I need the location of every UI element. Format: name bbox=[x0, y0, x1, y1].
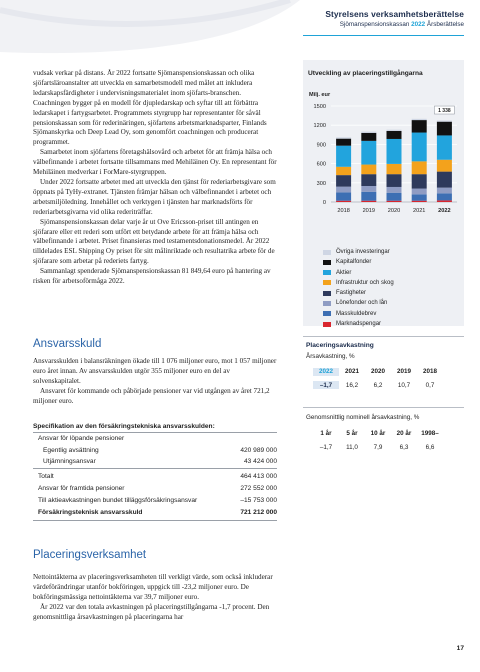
legend-swatch bbox=[323, 270, 331, 275]
bar-segment bbox=[336, 175, 351, 187]
return-value: –1,7 bbox=[319, 382, 333, 389]
y-tick-label: 900 bbox=[316, 142, 326, 149]
legend-item bbox=[320, 268, 394, 278]
header-doc: Årsberättelse bbox=[426, 21, 464, 28]
body-text-placering bbox=[33, 573, 277, 623]
paragraph: Nettointäkterna av placeringsverksamheten till verkligt värde, som också inkluderar värdeförändringar utanför bokföringen, uppgick till -23,2 miljoner euro. De bokföringsmässiga nettointäkterna var 39,7 miljoner euro. bbox=[33, 573, 273, 601]
stacked-bar-chart bbox=[303, 80, 464, 245]
year-header: 2020 bbox=[370, 368, 385, 375]
bar-segment bbox=[437, 122, 452, 136]
side-subheading-nominal-return: Genomsnittlig nominell årsavkastning, % bbox=[306, 414, 420, 421]
legend-swatch bbox=[323, 301, 331, 306]
average-return-table bbox=[306, 430, 466, 460]
paragraph: vudsak verkar på distans. År 2022 fortsatte Sjömanspensionskassan och olika sjöfartsläroanstalter att utveckla en samarbetsmodell med målet att inkludera ledarskapsfärdigheter i undervisningsmaterialet inom sjöfarts-branschen. Coachningen bygger på en modell för djupledarskap och syftar till att förbättra ledarskapet i fartygsarbetet. Programmets styrgrupp har representanter för såväl pensionskassan som för rederinäringen, sjöfartens arbetsmarknadsparter, Finlands Sjömanskyrka och Deep Lead Oy, som genomfört coachningen och producerat programmet. bbox=[33, 69, 267, 147]
bar-segment bbox=[437, 200, 452, 202]
return-value: 6,2 bbox=[373, 382, 383, 389]
table-rule bbox=[33, 468, 277, 469]
bar-segment bbox=[412, 133, 427, 162]
legend-label: Masskuldebrev bbox=[336, 310, 377, 317]
y-tick-label: 600 bbox=[316, 161, 326, 168]
bar-segment bbox=[336, 146, 351, 167]
section-heading-ansvarsskuld: Ansvarsskuld bbox=[33, 338, 102, 350]
bar-segment bbox=[412, 161, 427, 174]
legend-label: Kapitalfonder bbox=[336, 259, 372, 266]
bar-segment bbox=[361, 174, 376, 186]
x-tick-label: 2022 bbox=[438, 208, 451, 214]
legend-item bbox=[320, 247, 394, 257]
x-tick-label: 2021 bbox=[412, 208, 426, 214]
bar-segment bbox=[361, 165, 376, 175]
period-value: 6,3 bbox=[399, 444, 409, 451]
section-heading-placeringsverksamhet: Placeringsverksamhet bbox=[33, 549, 147, 561]
paragraph: År 2022 var den totala avkastningen på placeringstillgångarna -1,7 procent. Den genomsnittliga årsavkastningen på placeringarna har bbox=[33, 602, 270, 621]
return-value: 0,7 bbox=[425, 382, 435, 389]
bar-segment bbox=[387, 201, 402, 202]
bar-segment bbox=[387, 139, 402, 164]
bar-segment bbox=[437, 135, 452, 159]
legend-label: Infrastruktur och skog bbox=[336, 279, 394, 286]
header-org: Sjömanspensionskassan bbox=[339, 21, 410, 28]
bar-segment bbox=[361, 132, 376, 133]
period-header: 20 år bbox=[396, 430, 412, 437]
legend-label: Fastigheter bbox=[336, 290, 367, 297]
bar-segment bbox=[412, 189, 427, 195]
side-subheading-arsavkastning: Årsavkastning, % bbox=[306, 353, 355, 360]
period-value: 11,0 bbox=[346, 444, 358, 451]
bar-segment bbox=[412, 174, 427, 188]
y-tick-label: 300 bbox=[316, 180, 326, 187]
bar-segment bbox=[387, 164, 402, 174]
side-heading-placeringsavkastning: Placeringsavkastning bbox=[306, 342, 374, 349]
annual-return-table bbox=[306, 368, 466, 398]
bar-segment bbox=[412, 201, 427, 202]
legend-label: Övriga investeringar bbox=[336, 249, 390, 255]
bar-segment bbox=[361, 133, 376, 141]
liability-table-title: Specifikation av den försäkringstekniska ansvarsskulden: bbox=[33, 423, 215, 430]
paragraph: Ansvaret för kommande och påbörjade pensioner var vid utgången av året 721,2 miljoner euro. bbox=[33, 386, 270, 405]
period-header: 10 år bbox=[370, 430, 386, 437]
legend-item bbox=[320, 288, 394, 298]
bar-segment bbox=[336, 187, 351, 193]
paragraph: Samarbetet inom sjöfartens företagshälsovård och arbetet för att främja hälsa och välbefinnande i arbetet fortsatte tillsammans med Mehiläinen Oy. En representant för Mehiläinen medverkar i ForMare-styrgruppen. bbox=[33, 148, 277, 177]
bar-segment bbox=[361, 201, 376, 202]
period-header: 1 år bbox=[320, 430, 332, 437]
y-axis-unit-label: Milj. eur bbox=[309, 92, 331, 98]
page-number: 17 bbox=[456, 645, 464, 652]
header-rule bbox=[303, 35, 464, 36]
period-value: 6,6 bbox=[425, 444, 435, 451]
paragraph: Sjömanspensionskassan delar varje år ut Ove Ericsson-priset till antingen en sjöfarare eller ett rederi som utfört ett betydande arbete för att främja hälsa och välbefinnande i arbetet. Priset finansieras med testamentsdonationsmedel. År 2022 tilldelades ESL Shipping Oy priset för sitt målinriktade och resultatrika arbete för de sjöfarare som arbetar på rederiets fartyg. bbox=[33, 217, 275, 266]
bar-segment bbox=[336, 201, 351, 202]
period-value: 7,9 bbox=[373, 444, 383, 451]
liability-table bbox=[33, 432, 277, 526]
table-row: Utjämningsansvar 43 424 000 bbox=[43, 458, 277, 465]
table-row: Egentlig avsättning 420 989 000 bbox=[43, 447, 277, 454]
bar-segment bbox=[387, 174, 402, 187]
bar-segment bbox=[387, 131, 402, 139]
side-rule bbox=[303, 336, 464, 337]
bar-segment bbox=[336, 192, 351, 200]
bar-segment bbox=[437, 160, 452, 172]
bar-segment bbox=[387, 187, 402, 193]
table-rule bbox=[33, 520, 277, 521]
y-tick-label: 0 bbox=[322, 200, 326, 206]
legend-label: Marknadspengar bbox=[336, 321, 382, 328]
return-value: 16,2 bbox=[345, 382, 359, 389]
y-tick-label: 1200 bbox=[313, 123, 326, 130]
x-tick-label: 2020 bbox=[387, 208, 401, 214]
legend-swatch bbox=[323, 291, 331, 296]
bar-segment bbox=[387, 193, 402, 201]
paragraph: Ansvarsskulden i balansräkningen ökade till 1 076 miljoner euro, mot 1 057 miljoner euro året innan. Av ansvarsskulden utgör 355 miljoner euro en del av solvenskapitalet. bbox=[33, 357, 277, 385]
legend-swatch bbox=[323, 250, 331, 255]
total-value-label: 1 338 bbox=[438, 108, 451, 115]
year-header: 2018 bbox=[422, 368, 437, 375]
legend-item bbox=[320, 257, 394, 267]
bar-segment bbox=[361, 141, 376, 165]
bar-segment bbox=[336, 139, 351, 146]
legend-swatch bbox=[323, 311, 331, 316]
bar-segment bbox=[412, 194, 427, 200]
legend-swatch bbox=[323, 280, 331, 285]
period-header: 5 år bbox=[346, 430, 358, 437]
table-row-total: Försäkringsteknisk ansvarsskuld 721 212 000 bbox=[38, 509, 277, 516]
bar-segment bbox=[336, 137, 351, 138]
header-year: 2022 bbox=[411, 21, 426, 28]
bar-segment bbox=[437, 193, 452, 200]
legend-item bbox=[320, 278, 394, 288]
year-header: 2019 bbox=[396, 368, 411, 375]
legend-label: Aktier bbox=[336, 269, 352, 276]
chart-legend bbox=[320, 247, 394, 329]
y-tick-label: 1500 bbox=[313, 104, 326, 110]
legend-swatch bbox=[323, 260, 331, 265]
bar-segment bbox=[437, 188, 452, 194]
header-subtitle bbox=[325, 21, 464, 28]
period-header: 1998– bbox=[421, 430, 439, 437]
table-row: Ansvar för framtida pensioner 272 552 000 bbox=[38, 485, 277, 492]
table-row: Till aktieavkastningen bundet tilläggsförsäkringsansvar –15 753 000 bbox=[38, 497, 277, 504]
bar-segment bbox=[336, 167, 351, 175]
bar-segment bbox=[437, 172, 452, 188]
bar-segment bbox=[437, 121, 452, 122]
decorative-header-swoosh bbox=[0, 0, 300, 62]
bar-segment bbox=[361, 192, 376, 201]
bar-segment bbox=[412, 120, 427, 132]
header-title: Styrelsens verksamhetsberättelse bbox=[325, 9, 464, 19]
legend-item bbox=[320, 319, 394, 329]
legend-item bbox=[320, 298, 394, 308]
x-tick-label: 2018 bbox=[337, 208, 350, 214]
paragraph: Under 2022 fortsatte arbetet med att utveckla den tjänst för rederiarbetsgivare som öppnats på TyHy-extranet. Tjänsten främjar hälsan och välbefinnandet i arbetet och arbetsmiljöledning. Innehållet och verktygen i tjänsten har marknadsförts för rederiarbetsgivarna vid olika rederiträffar. bbox=[33, 177, 276, 216]
legend-item bbox=[320, 309, 394, 319]
x-tick-label: 2019 bbox=[362, 208, 376, 214]
body-text-top bbox=[33, 69, 277, 287]
year-header: 2022 bbox=[318, 368, 333, 375]
return-value: 10,7 bbox=[397, 382, 411, 389]
side-rule bbox=[303, 407, 464, 408]
period-value: –1,7 bbox=[319, 444, 333, 451]
body-text-ansvarsskuld bbox=[33, 357, 277, 407]
chart-title: Utveckling av placeringstillgångarna bbox=[308, 70, 423, 77]
table-row: Ansvar för löpande pensioner bbox=[38, 435, 125, 442]
table-row: Totalt 464 413 000 bbox=[38, 473, 277, 480]
paragraph: Sammanlagt spenderade Sjömanspensionskassan 81 849,64 euro på hantering av risken för arbetsoförmåga 2022. bbox=[33, 267, 271, 286]
bar-segment bbox=[387, 130, 402, 131]
bar-segment bbox=[361, 186, 376, 192]
year-header: 2021 bbox=[344, 368, 359, 375]
running-header bbox=[325, 9, 464, 28]
legend-swatch bbox=[323, 322, 331, 327]
legend-label: Lönefonder och lån bbox=[336, 300, 388, 307]
bar-segment bbox=[412, 119, 427, 120]
